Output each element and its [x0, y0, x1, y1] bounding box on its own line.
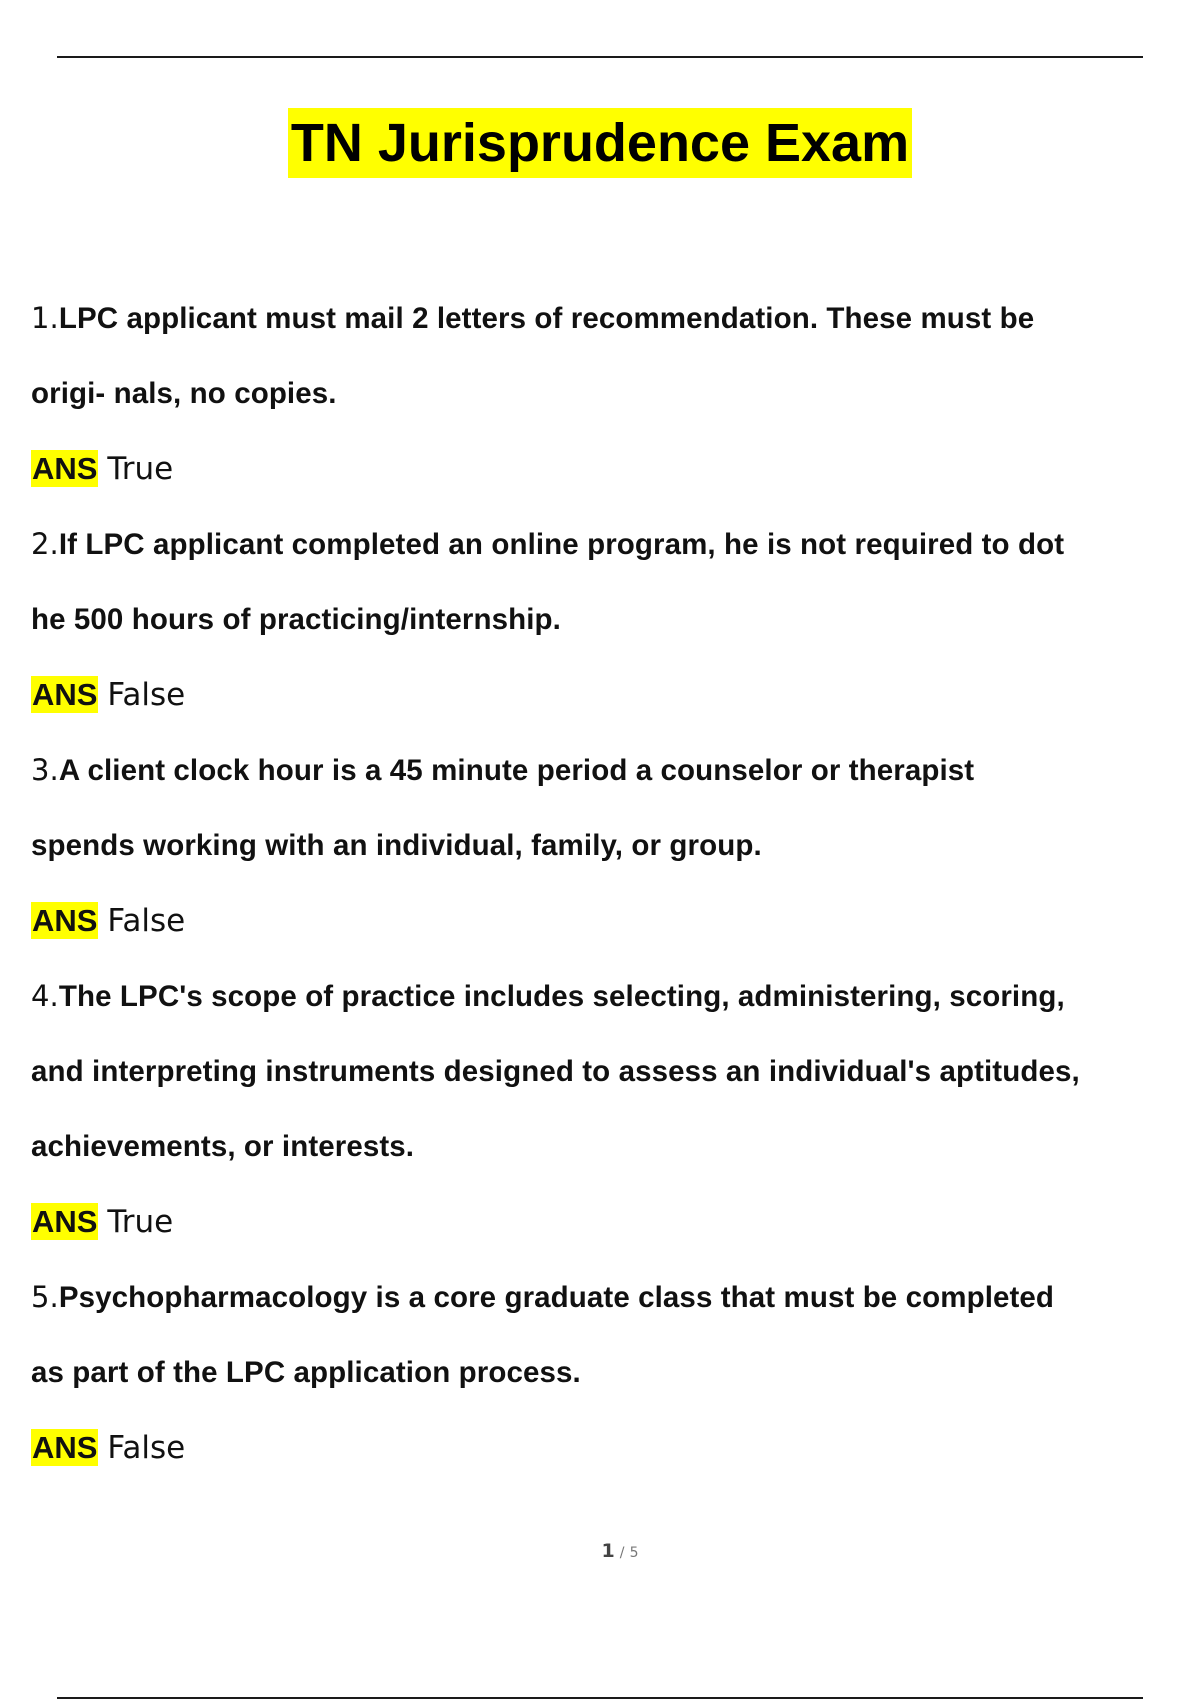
question-3-continued: spends working with an individual, family, or group. [31, 829, 762, 862]
answer-value: True [107, 1204, 174, 1240]
answer-3 [31, 883, 1181, 959]
question-text: Psychopharmacology is a core graduate class that must be completed [58, 1281, 1055, 1314]
ans-label: ANS [32, 1204, 98, 1239]
page-separator: / [619, 1545, 625, 1561]
question-number: 4. [31, 979, 59, 1013]
answer-value: False [107, 1430, 186, 1466]
bottom-divider [57, 1697, 1143, 1699]
answer-2 [31, 657, 1181, 733]
qa-item-3 [31, 733, 1181, 959]
question-1-continued: origi- nals, no copies. [31, 377, 337, 410]
question-4 [31, 959, 1181, 1034]
question-3 [31, 733, 1181, 808]
question-2-continued: he 500 hours of practicing/internship. [31, 603, 561, 636]
question-4-continued-2: achievements, or interests. [31, 1130, 415, 1163]
question-1 [31, 281, 1181, 356]
qa-item-1 [31, 281, 1181, 507]
answer-value: True [107, 451, 174, 487]
question-text: A client clock hour is a 45 minute period a counselor or therapist [58, 754, 975, 787]
answer-5 [31, 1410, 1181, 1486]
answer-value: False [107, 677, 186, 713]
question-2 [31, 507, 1181, 582]
qa-item-5 [31, 1260, 1181, 1486]
ans-label: ANS [32, 1430, 98, 1465]
page-indicator [0, 1540, 1200, 1562]
question-number: 1. [31, 301, 59, 335]
document-title: TN Jurisprudence Exam [288, 108, 912, 178]
question-text: The LPC's scope of practice includes selecting, administering, scoring, [58, 980, 1065, 1013]
answer-4 [31, 1184, 1181, 1260]
answer-1 [31, 431, 1181, 507]
question-4-continued: and interpreting instruments designed to assess an individual's aptitudes, [31, 1055, 1080, 1088]
question-list [31, 281, 1181, 1486]
question-number: 3. [31, 753, 59, 787]
top-divider [57, 56, 1143, 58]
ans-label: ANS [32, 677, 98, 712]
question-number: 5. [31, 1280, 59, 1314]
question-text: LPC applicant must mail 2 letters of recommendation. These must be [58, 302, 1035, 335]
question-5 [31, 1260, 1181, 1335]
qa-item-4 [31, 959, 1181, 1260]
qa-item-2 [31, 507, 1181, 733]
question-number: 2. [31, 527, 59, 561]
ans-label: ANS [32, 903, 98, 938]
page-current: 1 [601, 1540, 615, 1562]
answer-value: False [107, 903, 186, 939]
page-total: 5 [629, 1545, 639, 1561]
question-text: If LPC applicant completed an online program, he is not required to dot [58, 528, 1065, 561]
title-container [0, 108, 1200, 178]
ans-label: ANS [32, 451, 98, 486]
question-5-continued: as part of the LPC application process. [31, 1356, 581, 1389]
